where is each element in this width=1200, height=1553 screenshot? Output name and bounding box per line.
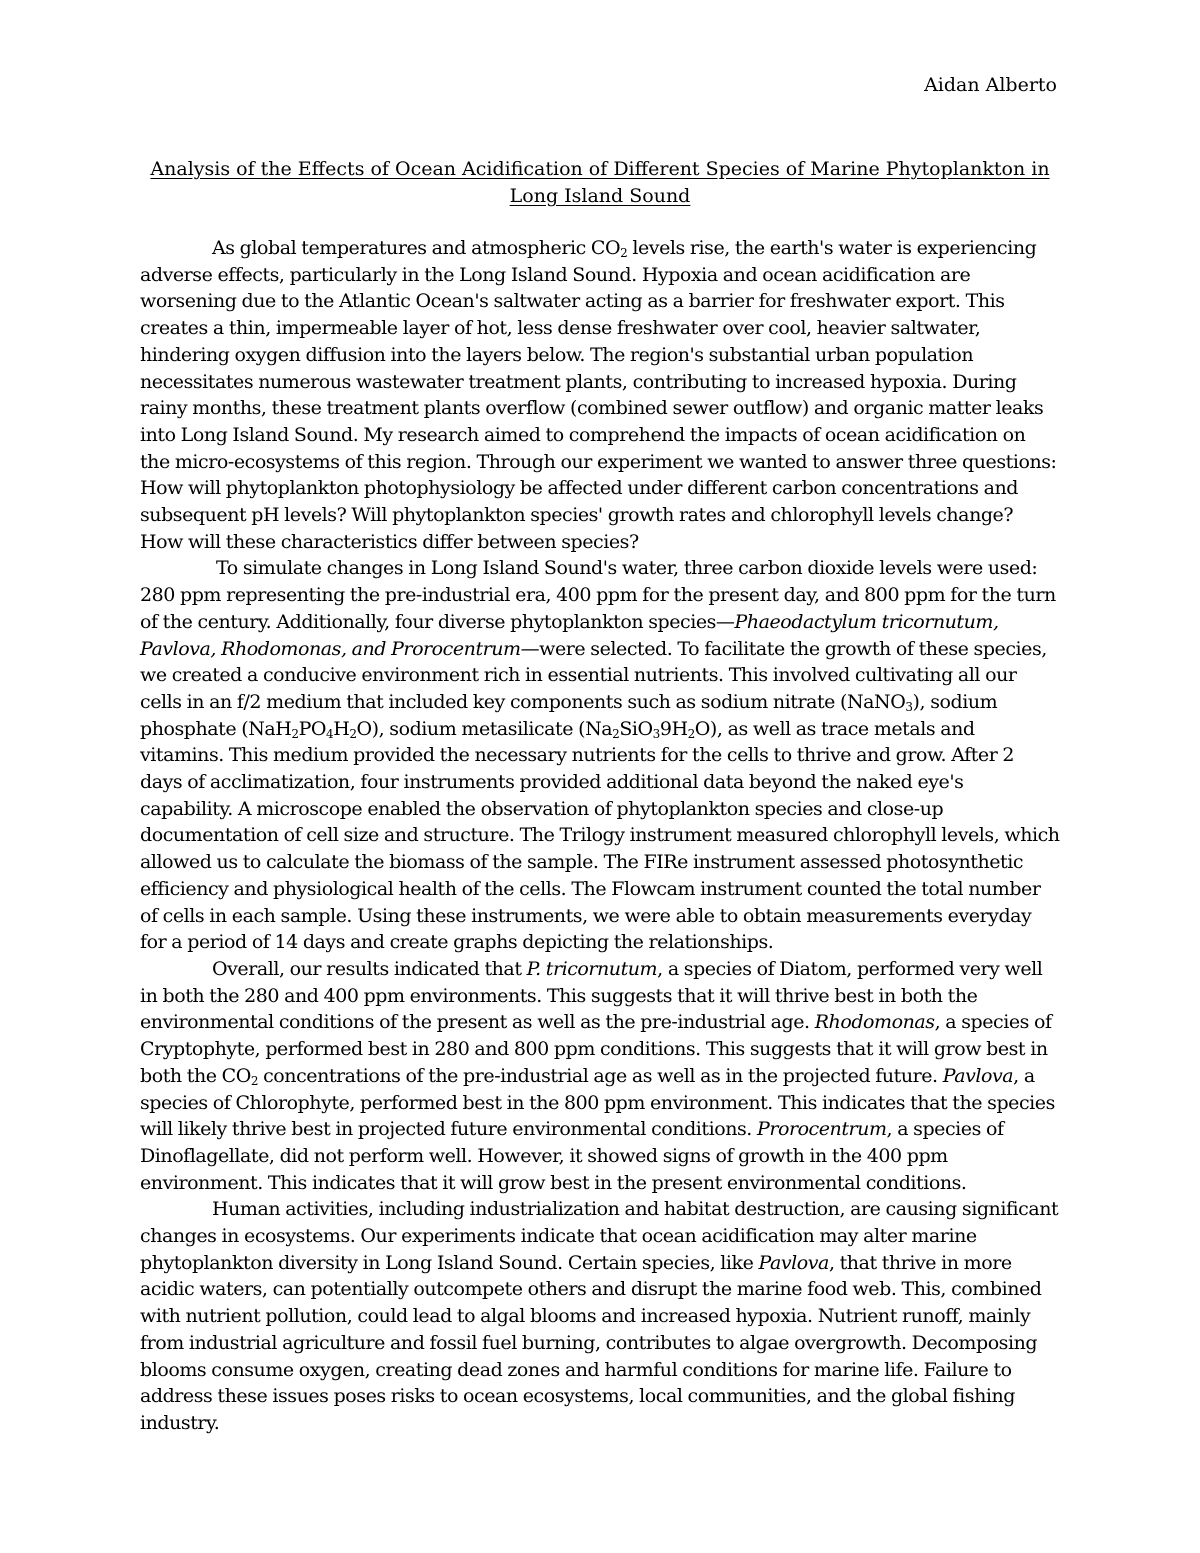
text-run: H xyxy=(333,717,350,740)
text-run: Human activities, including industrialization and habitat destruction, are causing significant changes in ecosystems. Our experiments indicate that ocean acidification may alter marine phytoplankton diversity in Long Island Sound. Certain species, like xyxy=(140,1198,1059,1274)
text-run: As global temperatures and atmospheric CO xyxy=(212,237,621,259)
species-name: Pavlova xyxy=(942,1064,1014,1087)
text-run: —were selected. To facilitate the growth of these species, we created a conducive environment rich in essential nutrients. This involved cultivating all our cells in an f/2 medium that included key components such as sodium nitrate (NaNO xyxy=(140,637,1047,713)
paragraph-methods xyxy=(140,555,1060,956)
paragraph-results xyxy=(140,956,1060,1196)
text-run: ), sodium phosphate (NaH xyxy=(140,690,998,740)
text-run: concentrations of the pre-industrial age as well as in the projected future. xyxy=(258,1064,943,1087)
subscript: 3 xyxy=(905,699,913,714)
subscript: 4 xyxy=(326,726,334,741)
species-name: Pavlova xyxy=(758,1251,829,1274)
document-title: Analysis of the Effects of Ocean Acidification of Different Species of Marine Phytoplankton in Long Island Sound xyxy=(150,158,1050,207)
paragraph-conclusion xyxy=(140,1196,1060,1436)
document-body xyxy=(140,235,1060,1437)
text-run: PO xyxy=(298,717,327,740)
text-run: Overall, our results indicated that xyxy=(212,957,527,980)
text-run: , that thrive in more acidic waters, can potentially outcompete others and disrupt the marine food web. This, combined with nutrient pollution, could lead to algal blooms and increased hypoxia. Nutrient runoff, mainly from industrial agriculture and fossil fuel burning, contributes to algae overgrowth. Decomposing blooms consume oxygen, creating dead zones and harmful conditions for marine life. Failure to address these issues poses risks to ocean ecosystems, local communities, and the global fishing industry. xyxy=(140,1251,1042,1434)
species-list: Phaeodactylum tricornutum, Pavlova, Rhodomonas, and Prorocentrum xyxy=(140,610,999,660)
text-run: To simulate changes in Long Island Sound's water, three carbon dioxide levels were used: 280 ppm representing the pre-industrial era, 400 ppm for the present day, and 800 ppm for the turn of the century. Additionally, four diverse phytoplankton species— xyxy=(140,557,1056,633)
text-run: , a species of Chlorophyte, performed best in the 800 ppm environment. This indicates that the species will likely thrive best in projected future environmental conditions. xyxy=(140,1064,1055,1141)
subscript: 2 xyxy=(687,726,695,741)
subscript: 2 xyxy=(612,726,620,741)
subscript: 2 xyxy=(349,726,357,741)
subscript: 2 xyxy=(291,726,299,741)
subscript: 2 xyxy=(250,1073,259,1088)
species-name: P. tricornutum xyxy=(526,957,658,980)
subscript: 3 xyxy=(652,726,660,741)
text-run: O), sodium metasilicate (Na xyxy=(356,717,613,740)
text-run: , a species of Cryptophyte, performed best in 280 and 800 ppm conditions. This suggests that it will grow best in both the CO xyxy=(140,1011,1052,1087)
text-run: O), as well as trace metals and vitamins. This medium provided the necessary nutrients for the cells to thrive and grow. After 2 days of acclimatization, four instruments provided additional data beyond the naked eye's capability. A microscope enabled the observation of phytoplankton species and close-up documentation of cell size and structure. The Trilogy instrument measured chlorophyll levels, which allowed us to calculate the biomass of the sample. The FIRe instrument assessed photosynthetic efficiency and physiological health of the cells. The Flowcam instrument counted the total number of cells in each sample. Using these instruments, we were able to obtain measurements everyday for a period of 14 days and create graphs depicting the relationships. xyxy=(140,717,1060,954)
subscript: 2 xyxy=(620,246,628,260)
text-run: SiO xyxy=(619,717,653,740)
text-run: , a species of Diatom, performed very well in both the 280 and 400 ppm environments. This suggests that it will thrive best in both the environmental conditions of the present as well as the pre-industrial age. xyxy=(140,957,1043,1034)
text-run: , a species of Dinoflagellate, did not perform well. However, it showed signs of growth in the 400 ppm environment. This indicates that it will grow best in the present environmental conditions. xyxy=(140,1118,1004,1194)
author-name: Aidan Alberto xyxy=(924,74,1057,96)
paragraph-introduction xyxy=(140,235,1060,555)
text-run: levels rise, the earth's water is experiencing adverse effects, particularly in the Long Island Sound. Hypoxia and ocean acidification are worsening due to the Atlantic Ocean's saltwater acting as a barrier for freshwater export. This creates a thin, impermeable layer of hot, less dense freshwater over cool, heavier saltwater, hindering oxygen diffusion into the layers below. The region's substantial urban population necessitates numerous wastewater treatment plants, contributing to increased hypoxia. During rainy months, these treatment plants overflow (combined sewer outflow) and organic matter leaks into Long Island Sound. My research aimed to comprehend the impacts of ocean acidification on the micro-ecosystems of this region. Through our experiment we wanted to answer three questions: How will phytoplankton photophysiology be affected under different carbon concentrations and subsequent pH levels? Will phytoplankton species' growth rates and chlorophyll levels change? How will these characteristics differ between species? xyxy=(140,237,1057,553)
species-name: Rhodomonas xyxy=(814,1011,935,1034)
species-name: Prorocentrum xyxy=(756,1118,887,1141)
text-run: 9H xyxy=(659,717,688,740)
